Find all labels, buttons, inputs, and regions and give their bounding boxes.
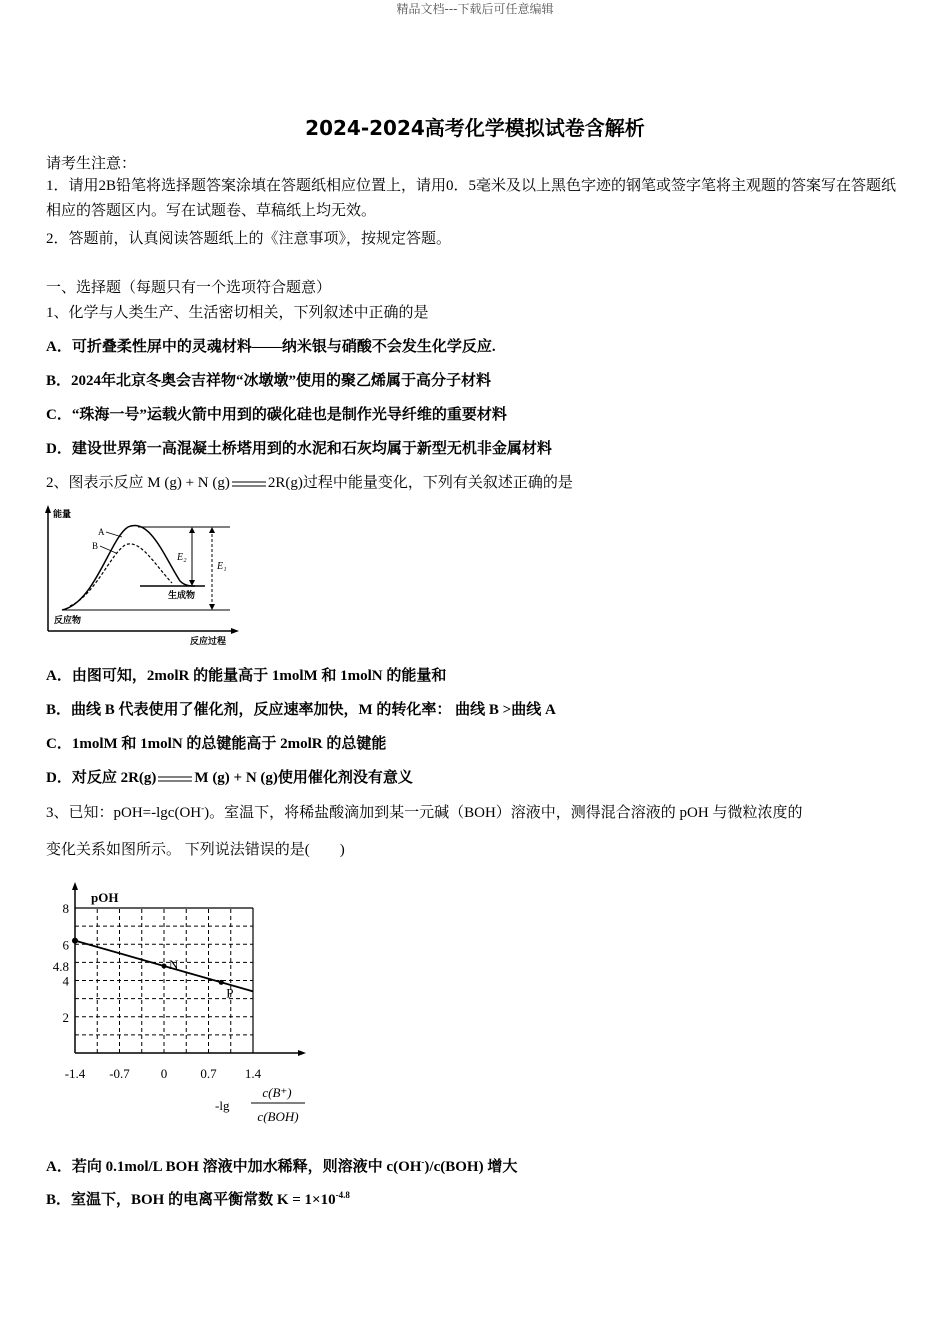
q3-option-b-part1: B．室温下，BOH 的电离平衡常数 K = 1×10 xyxy=(46,1192,336,1208)
chart-y-tick-label: 4 xyxy=(62,973,69,989)
curve-a-pointer xyxy=(106,532,122,537)
energy-x-label: 反应过程 xyxy=(190,636,227,646)
q1-option-c: C．“珠海一号”运载火箭中用到的碳化硅也是制作光导纤维的重要材料 xyxy=(46,407,507,423)
chart-y-arrow-icon xyxy=(72,882,78,890)
q2-option-d-part1: D．对反应 2R(g) xyxy=(46,770,157,786)
chart-x-label-numerator: c(B⁺) xyxy=(262,1085,292,1100)
curve-b-label: B xyxy=(92,541,99,551)
product-label: 生成物 xyxy=(168,590,196,600)
q2-option-d-part2: M (g) + N (g)使用催化剂没有意义 xyxy=(194,770,413,786)
chart-y-tick-label: 4.8 xyxy=(52,959,69,974)
chart-point-label: P xyxy=(226,985,234,1001)
chart-y-tick-label: 6 xyxy=(62,937,69,953)
q3-option-a-part1: A．若向 0.1mol/L BOH 溶液中加水稀释，则溶液中 c(OH xyxy=(46,1159,422,1175)
e2-label: E₂ xyxy=(177,552,187,563)
curve-a-label: A xyxy=(98,527,105,537)
chart-y-tick-label: 2 xyxy=(62,1009,69,1025)
q1-option-a: A．可折叠柔性屏中的灵魂材料——纳米银与硝酸不会发生化学反应. xyxy=(46,339,496,355)
notice-item-1: 1．请用2B铅笔将选择题答案涂填在答题纸相应位置上，请用0．5毫米及以上黑色字迹的钢笔或签字笔将主观题的答案写在答题纸相应的答题区内。写在试题卷、草稿纸上均无效。 xyxy=(46,178,897,219)
chart-y-tick-label: 8 xyxy=(62,901,69,916)
q2-option-a: A．由图可知，2molR 的能量高于 1molM 和 1molN 的能量和 xyxy=(46,668,447,684)
chart-x-tick-label: 0 xyxy=(160,1066,168,1081)
q3-stem-sup: - xyxy=(201,803,205,813)
q3-stem-part1: 3、已知：pOH=-lgc(OH xyxy=(46,805,202,821)
chart-point-label: N xyxy=(169,957,179,972)
q2-stem-part1: 2、图表示反应 M (g) + N (g) xyxy=(46,475,230,491)
q2-option-b: B．曲线 B 代表使用了催化剂，反应速率加快，M 的转化率： 曲线 B >曲线 A xyxy=(46,702,556,718)
energy-x-arrow-icon xyxy=(231,628,239,634)
chart-y-label: pOH xyxy=(91,890,119,905)
q2-stem-part2: 2R(g)过程中能量变化，下列有关叙述正确的是 xyxy=(267,475,573,491)
energy-diagram xyxy=(40,503,260,648)
chart-x-tick-label: 0.7 xyxy=(200,1066,217,1081)
q3-option-b-sup: -4.8 xyxy=(335,1190,350,1200)
energy-y-label: 能量 xyxy=(53,509,72,519)
equilibrium-arrow-icon xyxy=(156,773,194,785)
section-heading: 一、选择题（每题只有一个选项符合题意） xyxy=(46,280,332,296)
q1-option-b: B．2024年北京冬奥会吉祥物“冰墩墩”使用的聚乙烯属于高分子材料 xyxy=(46,373,492,389)
q3-stem-line1 xyxy=(46,801,802,822)
header-note: 精品文档---下载后可任意编辑 xyxy=(396,2,554,16)
reactant-label: 反应物 xyxy=(54,615,82,625)
chart-x-arrow-icon xyxy=(298,1050,306,1056)
chart-x-label-prefix: -lg xyxy=(215,1098,230,1113)
chart-x-tick-label: -0.7 xyxy=(109,1066,130,1081)
q3-option-b xyxy=(46,1188,350,1209)
poh-chart xyxy=(40,878,330,1133)
q1-stem: 1、化学与人类生产、生活密切相关，下列叙述中正确的是 xyxy=(46,305,429,321)
chart-start-point xyxy=(72,938,78,944)
chart-point-p xyxy=(219,980,224,985)
q3-option-a-sup: - xyxy=(421,1157,425,1167)
q2-stem xyxy=(46,471,573,492)
energy-y-arrow-icon xyxy=(45,505,51,513)
q3-stem-part2: )。室温下，将稀盐酸滴加到某一元碱（BOH）溶液中，测得混合溶液的 pOH 与微粒浓度的 xyxy=(204,805,803,821)
chart-x-tick-label: 1.4 xyxy=(244,1066,262,1081)
chart-x-tick-label: -1.4 xyxy=(64,1066,86,1081)
chart-x-label-denominator: c(BOH) xyxy=(257,1109,299,1124)
q3-option-a-part2: )/c(BOH) 增大 xyxy=(424,1159,518,1175)
curve-b xyxy=(70,544,172,606)
notice-heading: 请考生注意： xyxy=(46,156,137,172)
notice-item-2: 2．答题前，认真阅读答题纸上的《注意事项》，按规定答题。 xyxy=(46,231,452,247)
q3-stem-line2: 变化关系如图所示。 下列说法错误的是( ) xyxy=(46,842,345,858)
page-title: 2024-2024高考化学模拟试卷含解析 xyxy=(305,116,645,140)
q3-option-a xyxy=(46,1155,517,1176)
q2-option-d xyxy=(46,766,413,787)
equilibrium-arrow-icon xyxy=(230,478,268,490)
q2-option-c: C．1molM 和 1molN 的总键能高于 2molR 的总键能 xyxy=(46,736,387,752)
e1-label: E₁ xyxy=(217,561,227,572)
chart-point-n xyxy=(162,964,167,969)
q1-option-d: D．建设世界第一高混凝土桥塔用到的水泥和石灰均属于新型无机非金属材料 xyxy=(46,441,552,457)
